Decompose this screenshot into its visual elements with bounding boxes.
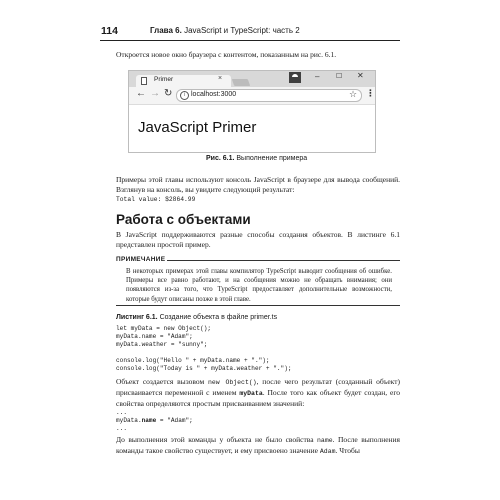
menu-dots-icon: ⋮ bbox=[366, 88, 375, 98]
forward-arrow-icon: → bbox=[150, 88, 160, 99]
reload-icon: ↻ bbox=[164, 88, 173, 99]
figure-label: Рис. 6.1. bbox=[206, 155, 235, 162]
chapter-title: JavaScript и TypeScript: часть 2 bbox=[184, 26, 300, 35]
inline-code: name bbox=[317, 437, 333, 444]
text-run: . После выполнения команды такое свойство существует, и ему присвоено значение bbox=[116, 435, 401, 455]
figure-caption bbox=[206, 155, 307, 162]
console-paragraph: Примеры этой главы используют консоль JavaScript в браузере для вывода сообщений. Взглянув на консоль, вы увидите следующий результат: bbox=[116, 175, 400, 194]
code-text: = "Adam"; bbox=[156, 417, 193, 424]
text-run: . Чтобы bbox=[335, 446, 360, 455]
code-line: ... bbox=[116, 409, 127, 416]
note-body: В некоторых примерах этой главы компилятор TypeScript выводит сообщения об ошибке. Примеры все равно работают, и на сообщения можно не обращать внимания; они появляются из-за того, что TypeScript предоставляет дополнительные возможности, которые будут описаны позже в этой главе. bbox=[126, 268, 392, 303]
chapter-label: Глава 6. bbox=[150, 26, 182, 35]
section-heading: Работа с объектами bbox=[116, 212, 251, 227]
document-icon bbox=[141, 77, 147, 85]
inline-code: myData bbox=[239, 390, 263, 397]
maximize-icon: ☐ bbox=[336, 73, 343, 80]
text-run: До выполнения этой команды у объекта не было свойства bbox=[116, 435, 318, 444]
new-tab-icon bbox=[232, 79, 251, 86]
header-rule bbox=[100, 40, 400, 41]
note-rule-bottom bbox=[116, 305, 400, 306]
info-icon: i bbox=[180, 91, 189, 100]
code-text: myData. bbox=[116, 417, 142, 424]
inline-code: Adam bbox=[319, 448, 336, 455]
figure-text: Выполнение примера bbox=[236, 155, 308, 162]
code-snippet bbox=[116, 409, 193, 433]
page-number: 114 bbox=[101, 25, 118, 37]
code-line: ... bbox=[116, 425, 127, 432]
code-listing: let myData = new Object(); myData.name = "Adam"; myData.weather = "sunny"; console.log("Hello " + myData.name + "."); console.log("Today is " + myData.weather + "."); bbox=[116, 325, 292, 372]
explain-paragraph bbox=[116, 377, 400, 409]
star-icon: ☆ bbox=[349, 89, 358, 99]
account-icon bbox=[289, 72, 301, 83]
code-line bbox=[116, 417, 193, 425]
minimize-icon: – bbox=[315, 72, 320, 81]
browser-window-figure bbox=[128, 70, 376, 153]
browser-title-bar bbox=[129, 71, 375, 87]
inline-code: new Object() bbox=[207, 379, 257, 386]
url-text: localhost:3000 bbox=[191, 91, 237, 98]
text-run: . После того как объект будет создан, его свойства определяются простым присваиванием значений: bbox=[116, 388, 400, 408]
objects-paragraph: В JavaScript поддерживаются разные способы создания объектов. В листинге 6.1 представлен простой пример. bbox=[116, 230, 400, 249]
intro-paragraph: Откроется новое окно браузера с контентом, показанным на рис. 6.1. bbox=[116, 50, 337, 59]
note-rule-top bbox=[167, 260, 400, 261]
browser-page-heading: JavaScript Primer bbox=[138, 119, 257, 136]
bottom-paragraph bbox=[116, 435, 400, 457]
console-output: Total value: $2864.99 bbox=[116, 196, 196, 203]
listing-title: Создание объекта в файле primer.ts bbox=[159, 314, 278, 321]
chapter-header bbox=[150, 26, 300, 35]
browser-toolbar bbox=[129, 87, 375, 105]
address-bar bbox=[176, 89, 362, 102]
listing-label: Листинг 6.1. bbox=[116, 314, 158, 321]
tab-title: Primer bbox=[154, 76, 174, 83]
text-run: Объект создается вызовом bbox=[116, 377, 208, 386]
back-arrow-icon: ← bbox=[136, 88, 146, 99]
tab-close-icon: × bbox=[218, 75, 223, 82]
browser-tab bbox=[136, 75, 231, 87]
listing-caption bbox=[116, 314, 277, 321]
code-bold: name bbox=[141, 417, 157, 424]
window-close-icon: ✕ bbox=[357, 71, 364, 80]
note-label: ПРИМЕЧАНИЕ bbox=[116, 256, 166, 263]
text-run: , после чего результат (созданный объект) присваивается переменной с именем bbox=[116, 377, 401, 397]
